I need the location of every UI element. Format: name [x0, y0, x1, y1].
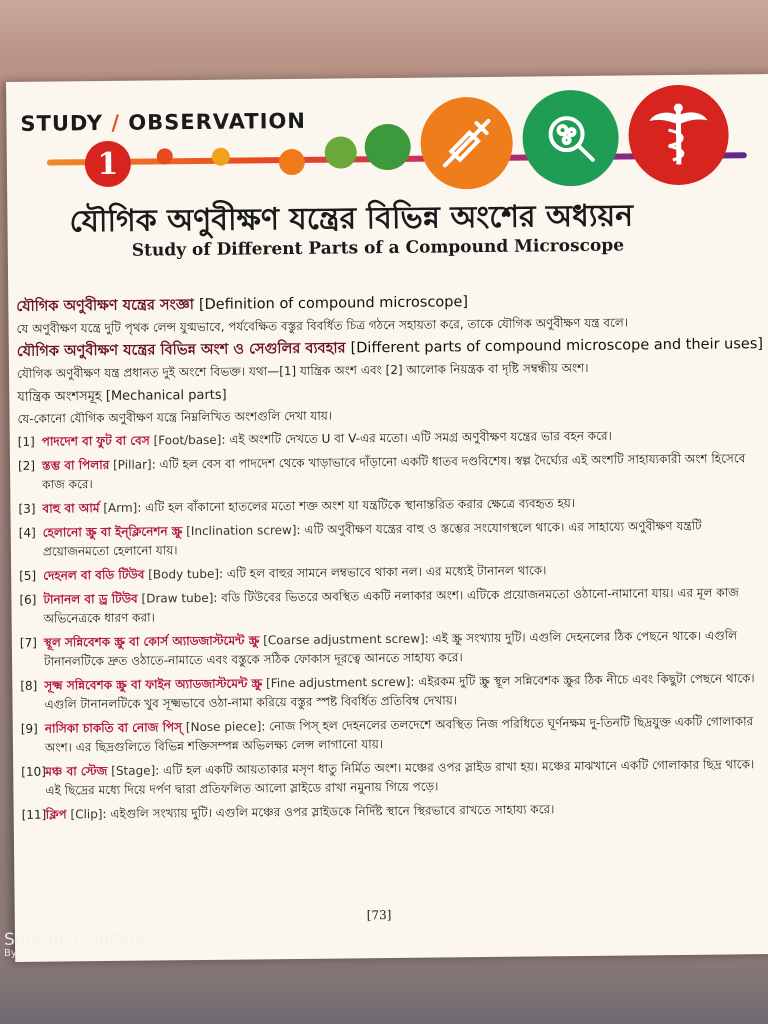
chapter-number-badge: 1: [85, 141, 131, 187]
parts-heading-en: [Different parts of compound microscope and their uses]: [350, 336, 764, 357]
microscope-slide-icon: [538, 106, 603, 171]
list-item: [8] সূক্ষ্ম সন্নিবেশক স্ক্রু বা ফাইন অ্যাডজাস্টমেন্ট স্ক্রু [Fine adjustment screw]: এইরকম দুটি স্ক্রু স্থূল সন্নিবেশক স্ক্রুর ঠিক নীচে এবং কিছুটা পেছনে থাকে। এগুলি টানানলটিকে খুব সূক্ষ্মভাবে ওঠা-নামা করিয়ে বস্তুর স্পষ্ট বিবর্ধিত প্রতিবিম্ব দেখায়।: [20, 671, 755, 712]
watermark-line2: By Zomima: [4, 948, 62, 959]
caduceus-icon: [646, 100, 711, 171]
decorative-dot: [279, 149, 305, 175]
leaf-circle: [364, 124, 410, 170]
parts-list: [18, 425, 768, 825]
microscope-slide-icon-circle: [522, 90, 619, 187]
definition-text: যে অণুবীক্ষণ যন্ত্রে দুটি পৃথক লেন্স যুগ্মভাবে, পর্যবেক্ষিত বস্তুর বিবর্ধিত চিত্র গঠনে সহায়তা করে, তাকে যৌগিক অণুবীক্ষণ যন্ত্র বলে।: [16, 315, 629, 336]
slash-separator: /: [111, 110, 121, 135]
list-item: [6] টানানল বা ড্র টিউব [Draw tube]: বডি টিউবের ভিতরে অবস্থিত একটি নলাকার অংশ। এটিকে প্রয়োজনমতো ওঠানো-নামানো যায়। এর মূল কাজ অভিনেত্রকে ধারণ করা।: [19, 585, 739, 626]
list-item: [7] স্থূল সন্নিবেশক স্ক্রু বা কোর্স অ্যাডজাস্টমেন্ট স্ক্রু [Coarse adjustment screw]: এই স্ক্রু সংখ্যায় দুটি। এগুলি দেহনলের ঠিক পেছনে থাকে। এগুলি টানানলটিকে দ্রুত ওঠাতে-নামাতে এবং বস্তুকে সঠিক ফোকাস দূরত্বে আনতে সাহায্য করে।: [19, 628, 738, 669]
list-item: [9] নাসিকা চাকতি বা নোজ পিস্‌ [Nose piece]: নোজ পিস্‌ হল দেহনলের তলদেশে অবস্থিত নিজ পরিধিতে ঘূর্ণনক্ষম দু-তিনটি ছিদ্রযুক্ত একটি গোলাকার অংশ। এর ছিদ্রগুলিতে বিভিন্ন শক্তিসম্পন্ন অভিলক্ষ্য লেন্স লাগানো যায়।: [20, 714, 754, 755]
definition-heading-en: [Definition of compound microscope]: [198, 294, 469, 313]
page-header: [6, 74, 768, 272]
parts-intro: যৌগিক অণুবীক্ষণ যন্ত্র প্রধানত দুই অংশে বিভক্ত। যথা—[1] যান্ত্রিক অংশ এবং [2] আলোক নিয়ন্ত্রক বা দৃষ্টি সম্বন্ধীয় অংশ।: [16, 360, 589, 381]
list-item: [11] ক্লিপ [Clip]: এইগুলি সংখ্যায় দুটি। এগুলি মঞ্চের ওপর স্লাইডকে নির্দিষ্ট স্থানে স্থিরভাবে রাখতে সাহায্য করে।: [21, 802, 555, 822]
list-item: [3] বাহু বা আর্ম [Arm]: এটি হল বাঁকানো হাতলের মতো শক্ত অংশ যা যন্ত্রটিকে স্থানান্তরিত করার ক্ষেত্রে ব্যবহৃত হয়।: [18, 496, 576, 516]
syringe-icon-circle: [420, 97, 513, 190]
definition-heading-bn: যৌগিক অণুবীক্ষণ যন্ত্রের সংজ্ঞা: [16, 297, 194, 315]
page-number: [73]: [366, 908, 392, 923]
camera-watermark: [4, 930, 144, 959]
study-label: STUDY: [20, 110, 104, 136]
list-item: [1] পাদদেশ বা ফুট বা বেস [Foot/base]: এই অংশটি দেখতে U বা V-এর মতো। এটি সমগ্র অণুবীক্ষণ যন্ত্রের ভার বহন করে।: [17, 428, 612, 449]
syringe-icon: [436, 113, 497, 174]
decorative-dot: [325, 136, 357, 168]
page-title-bengali: যৌগিক অণুবীক্ষণ যন্ত্রের বিভিন্ন অংশের অধ্যয়ন: [69, 198, 634, 240]
list-item: [5] দেহনল বা বডি টিউব [Body tube]: এটি হল বাহুর সামনে লম্বভাবে থাকা নল। এর মধ্যেই টানানল থাকে।: [19, 563, 547, 583]
caduceus-icon-circle: [628, 84, 729, 185]
page-title-english: Study of Different Parts of a Compound Microscope: [131, 235, 625, 261]
list-item: [2] স্তম্ভ বা পিলার [Pillar]: এটি হল বেস বা পাদদেশ থেকে খাড়াভাবে দাঁড়ানো একটি ধাতব দণ্ডবিশেষ। স্বল্প দৈর্ঘ্যের এই অংশটি সাহায্যকারী অংশ হিসেবে কাজ করে।: [17, 451, 746, 492]
document-page: [6, 74, 768, 962]
page-content: [16, 288, 768, 830]
list-item: [4] হেলানো স্ক্রু বা ইন্‌ক্লিনেশন স্ক্রু [Inclination screw]: এটি অণুবীক্ষণ যন্ত্রের বাহু ও স্তম্ভের সংযোগস্থলে থাকে। এর সাহায্যে অণুবীক্ষণ যন্ত্রটি প্রয়োজনমতো হেলানো যায়।: [18, 518, 702, 559]
observation-label: OBSERVATION: [128, 108, 306, 135]
decorative-dot: [212, 148, 230, 166]
watermark-line1: Shot on OnePlus: [4, 930, 144, 950]
decorative-dot: [157, 148, 173, 164]
study-observation-label: [20, 109, 306, 136]
mechanical-parts-heading: যান্ত্রিক অংশসমূহ [Mechanical parts]: [17, 387, 227, 405]
list-item: [10] মঞ্চ বা স্টেজ [Stage]: এটি হল একটি আয়তাকার মসৃণ ধাতু নির্মিত অংশ। মঞ্চের ওপর স্লাইড রাখা হয়। মঞ্চের মাঝখানে একটি গোলাকার ছিদ্র থাকে। এই ছিদ্রের মধ্যে দিয়ে দর্পণ দ্বারা প্রতিফলিত আলো স্লাইডে রাখা নমুনায় গিয়ে পড়ে।: [21, 757, 755, 798]
parts-heading-bn: যৌগিক অণুবীক্ষণ যন্ত্রের বিভিন্ন অংশ ও সেগুলির ব্যবহার: [16, 340, 346, 360]
mechanical-parts-intro: যে-কোনো যৌগিক অণুবীক্ষণ যন্ত্রে নিম্নলিখিত অংশগুলি দেখা যায়।: [17, 408, 333, 426]
